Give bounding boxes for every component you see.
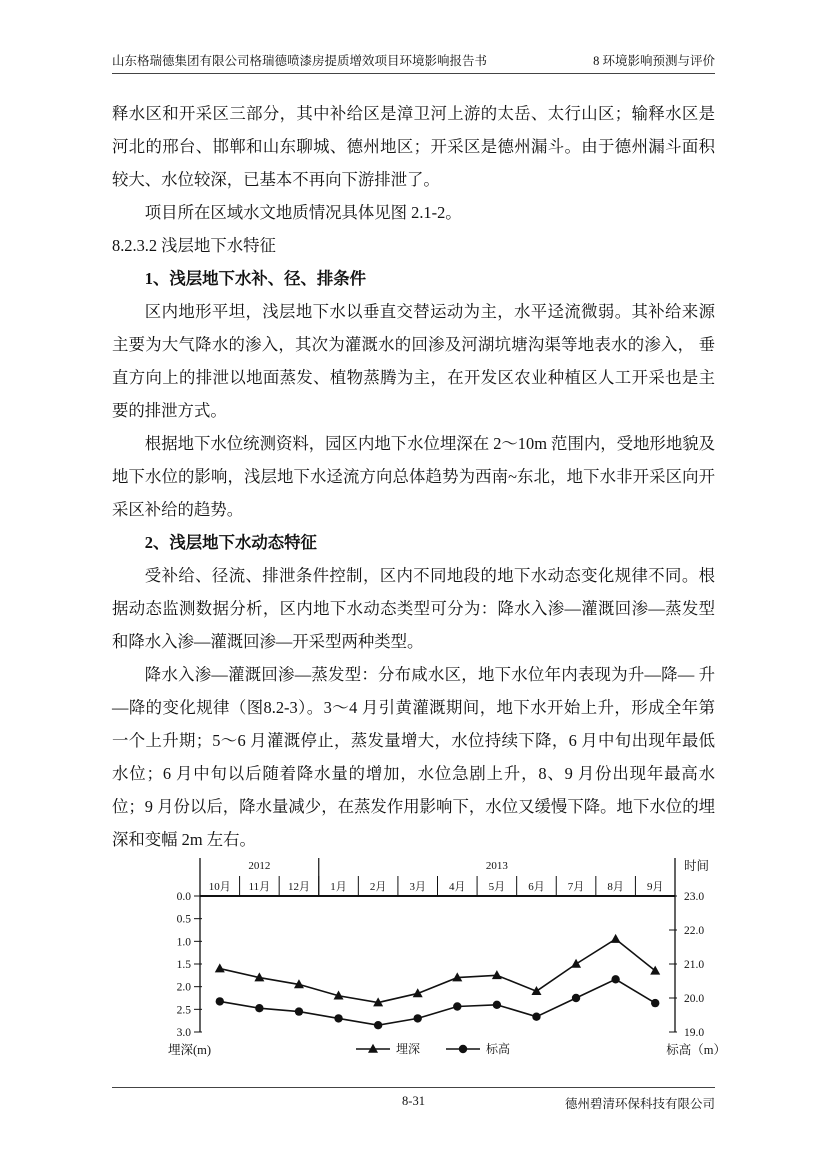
elevation-data-point	[295, 1007, 303, 1015]
month-label: 9月	[646, 881, 664, 893]
depth-data-point	[571, 959, 581, 968]
groundwater-chart	[158, 852, 733, 1067]
left-tick-label: 1.5	[176, 959, 191, 971]
legend-label: 标高	[486, 1042, 511, 1056]
month-label: 7月	[567, 881, 585, 893]
month-label: 1月	[330, 881, 347, 893]
left-tick-label: 3.0	[176, 1027, 191, 1039]
left-tick-label: 0.0	[176, 891, 191, 903]
month-label: 4月	[449, 881, 466, 893]
elevation-data-point	[532, 1013, 540, 1021]
elevation-data-point	[374, 1021, 382, 1029]
elevation-data-point	[572, 994, 580, 1002]
paragraph-continuation: 释水区和开采区三部分，其中补给区是漳卫河上游的太岳、太行山区；输释水区是河北的邢台、邯郸和山东聊城、德州地区；开采区是德州漏斗。由于德州漏斗面积较大、水位较深，已基本不再向下游排泄了。	[112, 104, 715, 189]
subheading-1: 1、浅层地下水补、径、排条件	[144, 269, 367, 288]
page-header	[112, 50, 715, 74]
month-label: 2月	[369, 881, 387, 893]
paragraph-seasonal-pattern: 降水入渗—灌溉回渗—蒸发型：分布咸水区，地下水位年内表现为升—降— 升—降的变化规律（图8.2-3）。3～4 月引黄灌溉期间，地下水开始上升，形成全年第一个上升期；5～6 月灌溉停止，蒸发量增大，水位持续下降，6 月中旬出现年最低水位；6 月中旬以后随着降水量的增加，水位急剧上升，8、9 月份出现年最高水位；9 月份以后，降水量减少，在蒸发作用影响下，水位又缓慢下降。地下水位的埋深和变幅 2m 左右。	[112, 665, 715, 849]
month-label: 11月	[248, 881, 271, 893]
right-tick-label: 23.0	[684, 891, 705, 903]
year-label: 2012	[248, 860, 271, 872]
depth-axis-label: 埋深(m)	[168, 1043, 212, 1057]
page-number: 8-31	[402, 1094, 425, 1108]
month-label: 12月	[287, 881, 310, 893]
groundwater-chart-container	[158, 852, 733, 1067]
depth-data-point	[650, 966, 660, 975]
header-right-chapter: 8 环境影响预测与评价	[593, 54, 715, 68]
paragraph-figure-ref: 项目所在区域水文地质情况具体见图 2.1-2。	[144, 203, 462, 222]
elevation-data-point	[453, 1002, 461, 1010]
elevation-data-point	[651, 999, 659, 1007]
subheading-2: 2、浅层地下水动态特征	[144, 533, 317, 552]
month-label: 6月	[528, 881, 545, 893]
left-tick-label: 2.0	[176, 981, 191, 994]
left-tick-label: 2.5	[176, 1004, 191, 1017]
section-heading: 8.2.3.2 浅层地下水特征	[112, 236, 276, 255]
month-label: 5月	[488, 881, 506, 893]
footer-company: 德州碧清环保科技有限公司	[564, 1097, 715, 1111]
page-footer	[112, 1087, 715, 1112]
paragraph-recharge: 区内地形平坦，浅层地下水以垂直交替运动为主，水平迳流微弱。其补给来源主要为大气降水的渗入，其次为灌溉水的回渗及河湖坑塘沟渠等地表水的渗入， 垂直方向上的排泄以地面蒸发、植物蒸腾为主，在开发区农业种植区人工开采也是主要的排泄方式。	[112, 302, 715, 420]
right-tick-label: 19.0	[684, 1027, 705, 1039]
elevation-data-point	[255, 1004, 263, 1012]
elevation-data-point	[414, 1014, 422, 1022]
document-body	[112, 97, 715, 856]
right-tick-label: 20.0	[684, 993, 705, 1005]
depth-data-point	[492, 970, 502, 979]
legend-label: 埋深	[396, 1042, 421, 1056]
right-tick-label: 22.0	[684, 925, 705, 937]
legend-elevation-marker	[459, 1045, 467, 1053]
paragraph-dynamic-types: 受补给、径流、排泄条件控制，区内不同地段的地下水动态变化规律不同。根据动态监测数据分析，区内地下水动态类型可分为：降水入渗—灌溉回渗—蒸发型和降水入渗—灌溉回渗—开采型两种类型。	[112, 566, 715, 651]
left-tick-label: 0.5	[176, 913, 191, 926]
elevation-data-point	[493, 1001, 501, 1009]
depth-data-point	[215, 963, 225, 972]
elevation-data-point	[611, 975, 619, 983]
right-tick-label: 21.0	[684, 959, 705, 971]
year-label: 2013	[485, 860, 508, 872]
left-tick-label: 1.0	[176, 936, 191, 949]
elevation-data-point	[334, 1014, 342, 1022]
header-left-title: 山东格瑞德集团有限公司格瑞德喷漆房提质增效项目环境影响报告书	[112, 54, 488, 68]
elevation-axis-label: 标高（m）	[666, 1043, 726, 1057]
month-label: 8月	[607, 881, 624, 893]
elevation-data-point	[216, 997, 224, 1005]
paragraph-depth-range: 根据地下水位统测资料，园区内地下水位埋深在 2～10m 范围内，受地形地貌及地下水位的影响，浅层地下水迳流方向总体趋势为西南~东北，地下水非开采区向开采区补给的趋势。	[112, 434, 715, 519]
month-label: 3月	[409, 881, 426, 893]
month-label: 10月	[208, 881, 231, 893]
time-axis-label: 时间	[684, 859, 710, 873]
depth-series-line	[220, 939, 655, 1002]
depth-data-point	[611, 934, 621, 943]
